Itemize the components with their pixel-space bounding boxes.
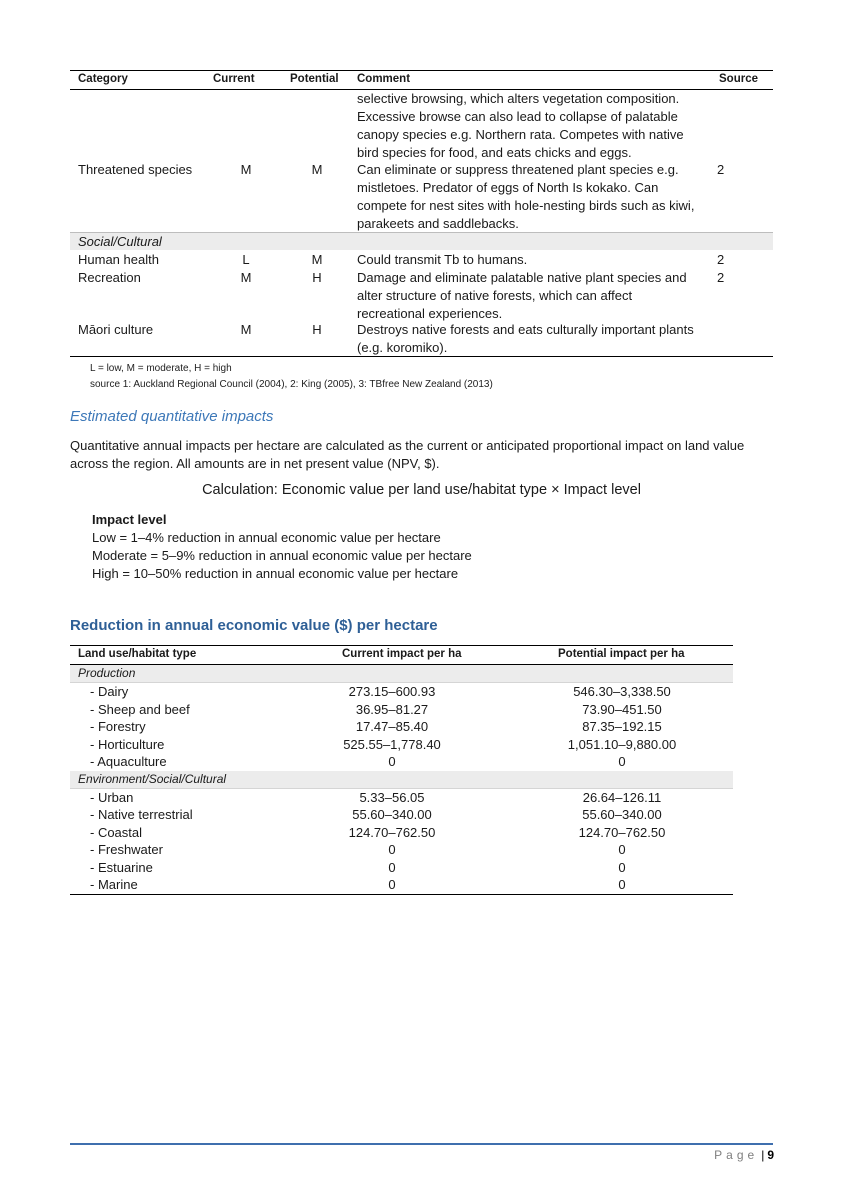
quantitative-paragraph: Quantitative annual impacts per hectare are calculated as the current or anticipated proportional impact on land value across the region. All amounts are in net present value (NPV, $). — [70, 438, 745, 471]
land-use-cell: - Native terrestrial — [90, 807, 193, 822]
table-row — [70, 859, 733, 877]
impact-table-header — [70, 70, 773, 90]
table-row — [70, 718, 733, 736]
impact-moderate: Moderate = 5–9% reduction in annual economic value per hectare — [92, 548, 472, 563]
header-comment: Comment — [357, 73, 411, 85]
continued-comment: selective browsing, which alters vegetation composition. Excessive browse can also lead to collapse of palatable canopy species e.g. Northern rata. Competes with native bird species for food, and eats chicks and eggs. — [357, 91, 684, 160]
header-current-impact: Current impact per ha — [342, 648, 462, 660]
page-number — [714, 1148, 774, 1162]
potential-cell: 0 — [618, 859, 626, 875]
potential-cell: 546.30–3,338.50 — [573, 684, 671, 699]
section-heading-quantitative: Estimated quantitative impacts — [70, 408, 274, 425]
potential-cell: 0 — [618, 877, 626, 892]
land-use-cell: - Sheep and beef — [90, 701, 190, 717]
table-bottom-rule — [70, 356, 773, 357]
reduction-table — [70, 645, 733, 895]
table-note-source: source 1: Auckland Regional Council (2004), 2: King (2005), 3: TBfree New Zealand (2013) — [90, 379, 493, 390]
section-label: Social/Cultural — [78, 234, 162, 249]
group-label: Environment/Social/Cultural — [78, 771, 227, 786]
impact-table — [70, 70, 773, 390]
land-use-cell: - Coastal — [90, 824, 143, 840]
row-current: M — [240, 322, 252, 337]
row-source: 2 — [717, 270, 725, 285]
page-label: Page — [714, 1148, 759, 1162]
header-land-use: Land use/habitat type — [78, 648, 197, 660]
impact-high: High = 10–50% reduction in annual economic value per hectare — [92, 566, 459, 581]
calculation-formula: Calculation: Economic value per land use/habitat type × Impact level — [202, 482, 641, 498]
row-potential: H — [312, 322, 322, 337]
table-row — [70, 806, 733, 824]
impact-level-heading: Impact level — [92, 512, 167, 527]
table-row — [70, 824, 733, 842]
potential-cell: 1,051.10–9,880.00 — [567, 736, 677, 752]
land-use-cell: - Dairy — [90, 684, 129, 699]
current-cell: 0 — [388, 754, 396, 769]
page-number-value: 9 — [767, 1148, 774, 1162]
row-source: 2 — [717, 252, 725, 267]
row-category: Human health — [78, 252, 159, 267]
land-use-cell: - Horticulture — [90, 736, 165, 752]
potential-cell: 0 — [618, 842, 626, 857]
current-cell: 0 — [388, 842, 396, 857]
row-potential: M — [311, 162, 323, 177]
potential-cell: 73.90–451.50 — [582, 701, 662, 717]
potential-cell: 26.64–126.11 — [582, 789, 662, 805]
current-cell: 273.15–600.93 — [348, 684, 436, 699]
group-row — [70, 665, 733, 683]
table-row — [70, 753, 733, 771]
table-row — [70, 701, 733, 719]
potential-cell: 55.60–340.00 — [582, 807, 662, 822]
row-comment: Damage and eliminate palatable native plant species and alter structure of native forests, which can affect recreational experiences. — [357, 270, 687, 321]
current-cell: 36.95–81.27 — [355, 701, 429, 717]
row-potential: H — [312, 270, 322, 285]
table-note-legend: L = low, M = moderate, H = high — [90, 363, 232, 374]
land-use-cell: - Estuarine — [90, 859, 153, 875]
impact-low: Low = 1–4% reduction in annual economic value per hectare — [92, 530, 441, 545]
current-cell: 5.33–56.05 — [359, 789, 425, 805]
section-band-social-cultural — [70, 232, 773, 250]
footer-rule — [70, 1143, 773, 1145]
table-row — [70, 876, 733, 894]
header-source: Source — [719, 73, 758, 85]
header-category: Category — [78, 73, 128, 85]
row-category: Threatened species — [78, 162, 193, 177]
row-current: L — [242, 252, 250, 267]
table-row — [70, 789, 733, 807]
row-current: M — [240, 162, 252, 177]
reduction-table-title: Reduction in annual economic value ($) per hectare — [70, 617, 438, 634]
table-bottom-rule — [70, 894, 733, 895]
potential-cell: 87.35–192.15 — [582, 719, 662, 734]
row-potential: M — [311, 252, 323, 267]
reduction-table-header — [70, 645, 733, 665]
potential-cell: 124.70–762.50 — [578, 824, 666, 840]
land-use-cell: - Marine — [90, 877, 138, 892]
land-use-cell: - Aquaculture — [90, 754, 167, 769]
group-label: Production — [78, 666, 136, 680]
land-use-cell: - Urban — [90, 789, 134, 805]
row-comment: Could transmit Tb to humans. — [357, 252, 528, 267]
current-cell: 124.70–762.50 — [348, 824, 436, 840]
current-cell: 17.47–85.40 — [355, 719, 429, 734]
current-cell: 0 — [388, 877, 396, 892]
land-use-cell: - Forestry — [90, 719, 146, 734]
row-category: Māori culture — [78, 322, 154, 337]
impact-level-block — [92, 511, 472, 583]
table-row — [70, 736, 733, 754]
table-row — [70, 683, 733, 701]
row-comment: Destroys native forests and eats culturally important plants (e.g. koromiko). — [357, 322, 694, 355]
potential-cell: 0 — [618, 754, 626, 769]
group-row — [70, 771, 733, 789]
land-use-cell: - Freshwater — [90, 842, 163, 857]
row-comment: Can eliminate or suppress threatened plant species e.g. mistletoes. Predator of eggs of North Is kokako. Can compete for nest sites with hole-nesting birds such as kiwi, parakeets and saddlebacks. — [357, 162, 695, 231]
header-potential-impact: Potential impact per ha — [558, 648, 685, 660]
row-category: Recreation — [78, 270, 141, 285]
header-current: Current — [213, 73, 255, 85]
row-source: 2 — [717, 162, 725, 177]
table-row — [70, 841, 733, 859]
header-potential: Potential — [290, 73, 339, 85]
row-current: M — [240, 270, 252, 285]
current-cell: 55.60–340.00 — [352, 807, 432, 822]
current-cell: 525.55–1,778.40 — [343, 736, 441, 752]
current-cell: 0 — [388, 859, 396, 875]
page-separator: | — [761, 1148, 765, 1162]
